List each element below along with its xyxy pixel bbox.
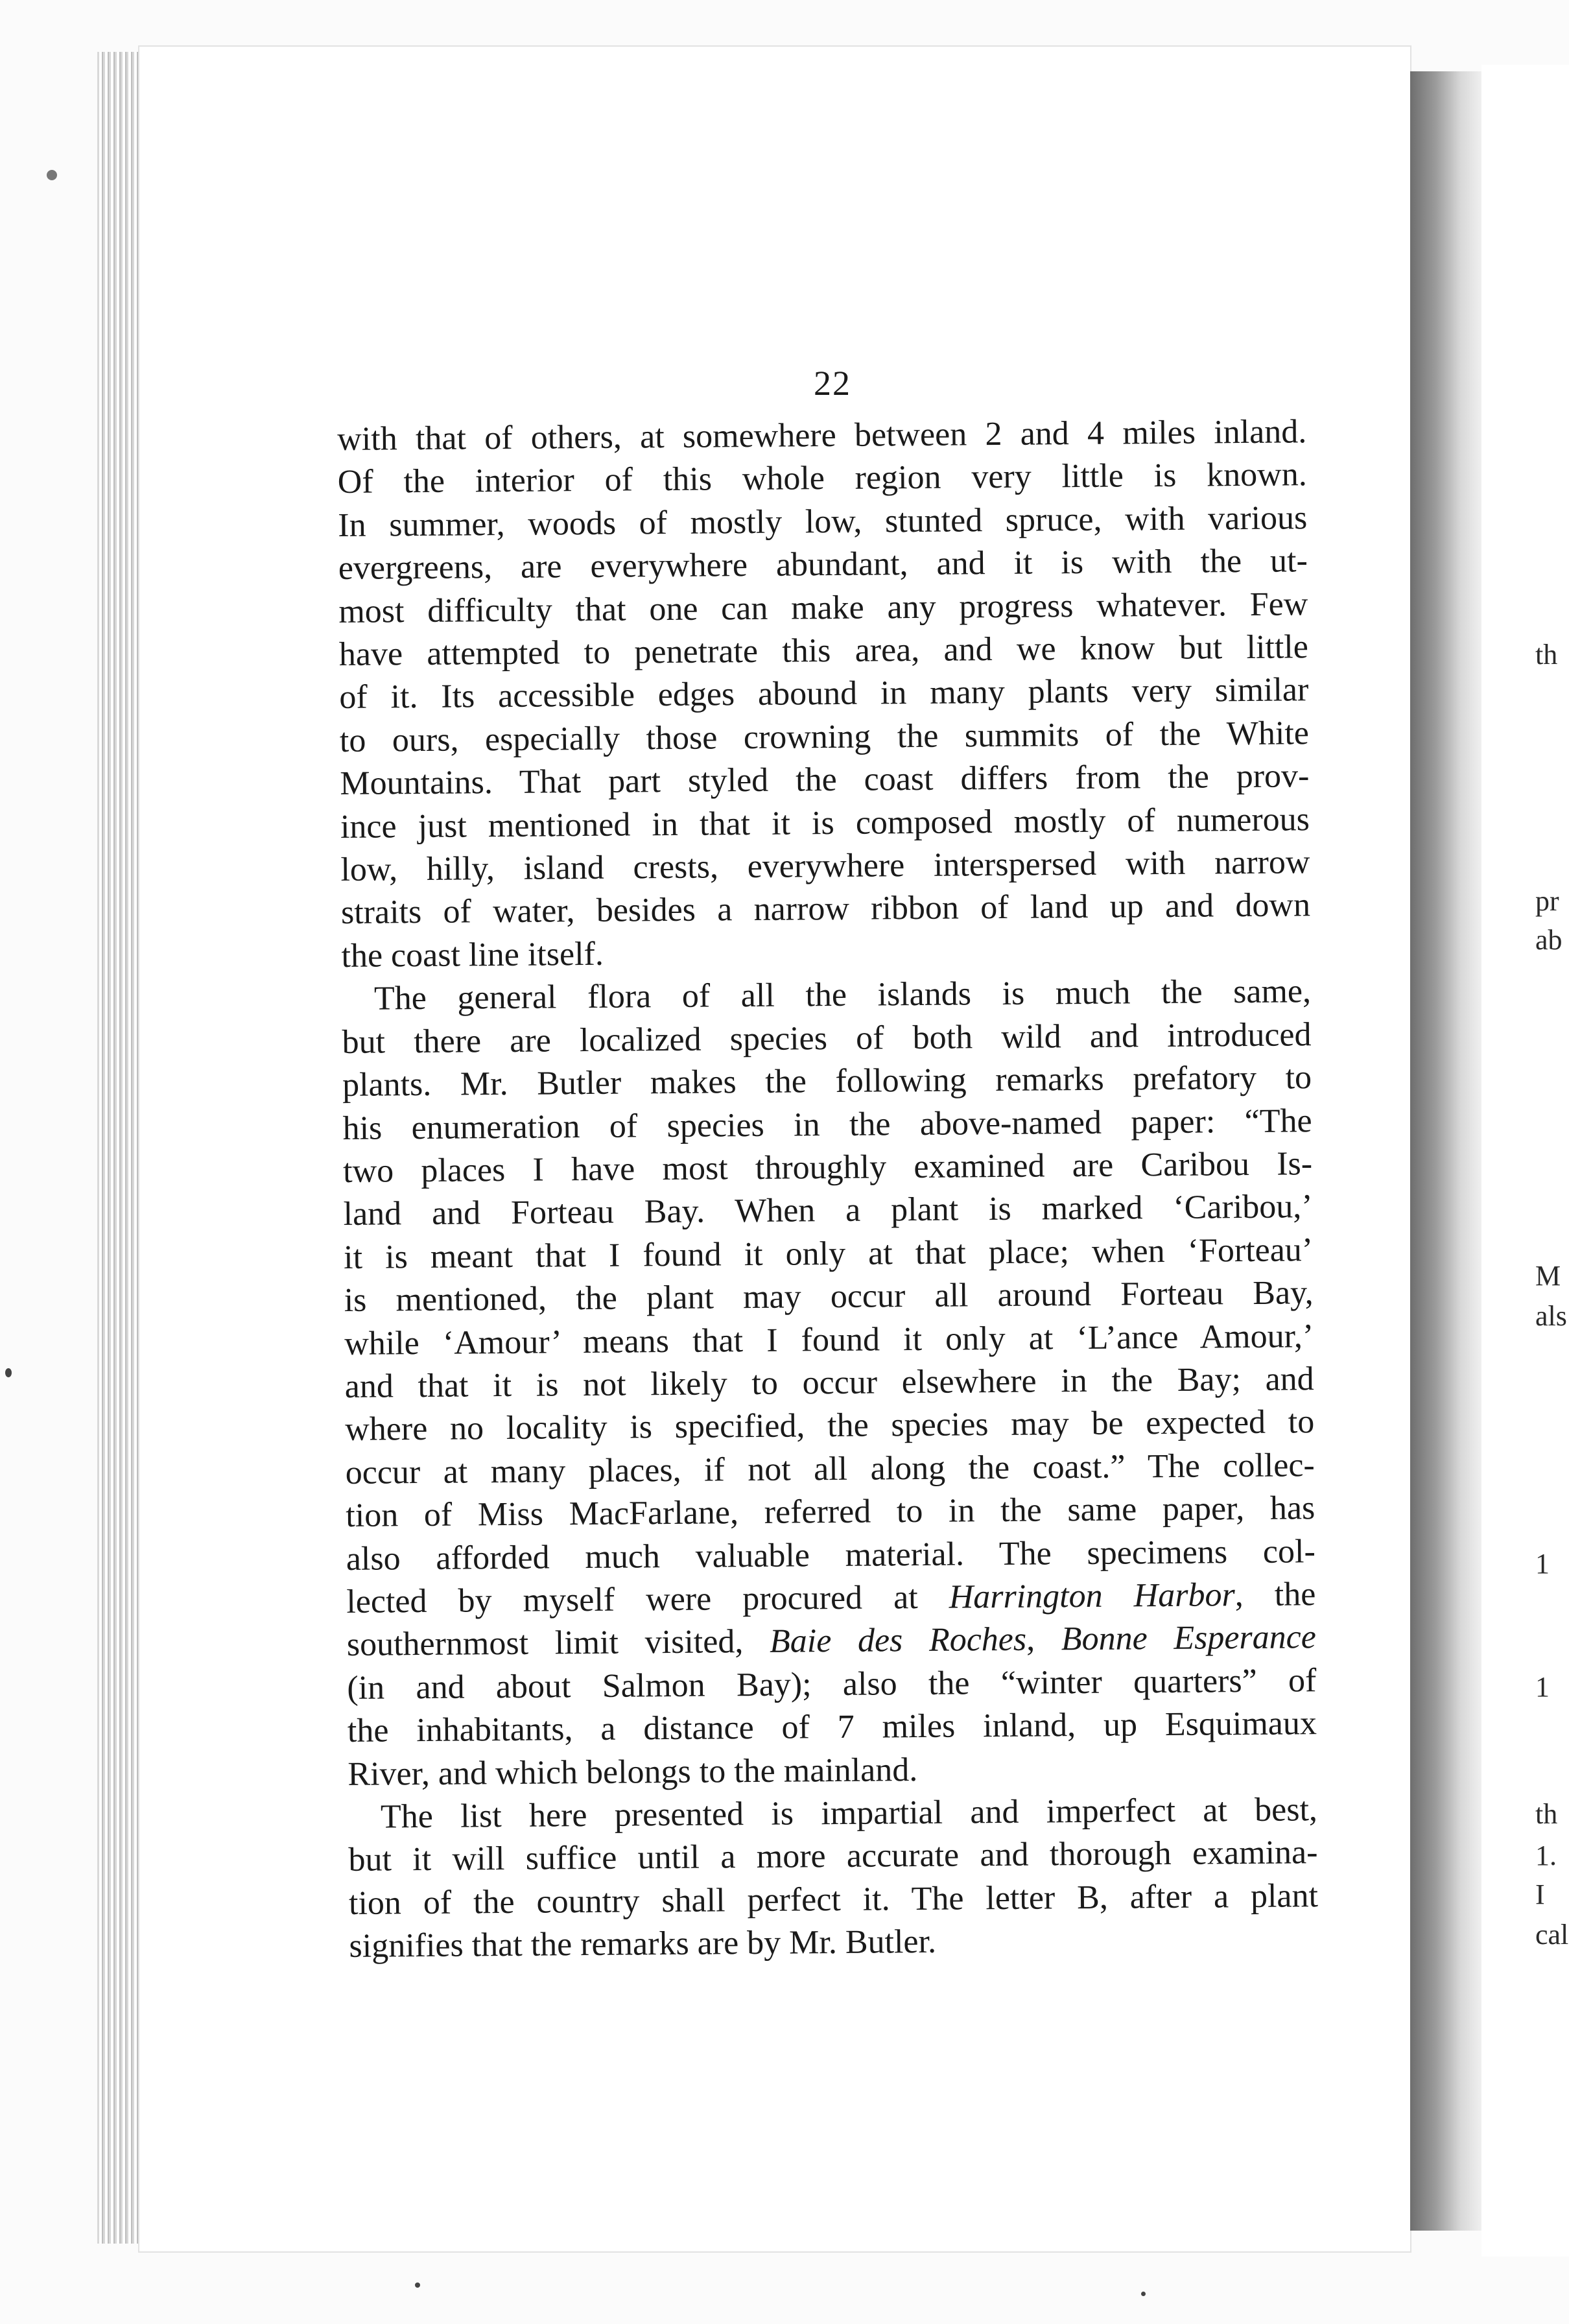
text-line: plants. Mr. Butler makes the following remarks prefatory to: [342, 1059, 1312, 1104]
text-line: his enumeration of species in the above-named paper: “The: [342, 1102, 1312, 1147]
text-line: where no locality is specified, the species may be expected to: [345, 1403, 1315, 1449]
text-segment: , the: [1234, 1576, 1316, 1614]
text-line: the inhabitants, a distance of 7 miles inland, up Esquimaux: [347, 1705, 1317, 1750]
text-line: low, hilly, island crests, everywhere interspersed with narrow: [340, 844, 1310, 889]
text-line: the coast line itself.: [341, 935, 604, 975]
book-gutter-shadow: [1410, 71, 1481, 2231]
text-line: [347, 1617, 1316, 1667]
text-line: while ‘Amour’ means that I found it only at ‘L’ance Amour,’: [344, 1317, 1314, 1362]
scan-speck: [5, 1368, 12, 1377]
text-segment: ,: [1026, 1620, 1062, 1659]
page-stack-edge: [97, 52, 143, 2244]
text-line: have attempted to penetrate this area, and we know but little: [338, 628, 1309, 674]
text-line: ince just mentioned in that it is composed mostly of numerous: [340, 800, 1310, 846]
place-name-italic: Baie des Roches: [769, 1621, 1027, 1661]
text-line: tion of Miss MacFarlane, referred to in the same paper, has: [346, 1489, 1315, 1535]
facing-page-fragment: als: [1535, 1300, 1567, 1332]
facing-page-fragment: cal: [1535, 1919, 1569, 1950]
text-line: but there are localized species of both wild and introduced: [342, 1015, 1312, 1061]
scan-speck: [1141, 2292, 1146, 2296]
text-line: also afforded much valuable material. The specimens col-: [346, 1532, 1315, 1578]
facing-page-fragment: th: [1535, 1798, 1558, 1830]
facing-page-fragment: pr: [1535, 885, 1559, 917]
text-line: with that of others, at somewhere between 2 and 4 miles inland.: [337, 413, 1307, 458]
facing-page-fragment: ab: [1535, 924, 1563, 956]
place-name-italic: Bonne Esperance: [1061, 1618, 1317, 1658]
text-line: Mountains. That part styled the coast differs from the prov-: [340, 757, 1310, 803]
scan-speck: [415, 2282, 420, 2288]
text-line: [346, 1573, 1315, 1624]
text-segment: southernmost limit visited,: [346, 1623, 770, 1664]
text-line: of it. Its accessible edges abound in many plants very similar: [339, 671, 1309, 717]
page-number: 22: [814, 364, 851, 403]
facing-page-fragment: 1: [1535, 1548, 1550, 1580]
place-name-italic: Harrington Harbor: [949, 1576, 1235, 1616]
scan-speck: [47, 170, 57, 180]
facing-page-fragment: I: [1535, 1879, 1545, 1910]
text-line: is mentioned, the plant may occur all around Forteau Bay,: [344, 1274, 1314, 1320]
text-line: straits of water, besides a narrow ribbon of land up and down: [340, 886, 1311, 932]
text-line: to ours, especially those crowning the summits of the White: [339, 715, 1310, 759]
body-text: [337, 410, 1319, 1968]
text-line: River, and which belongs to the mainland.: [348, 1751, 918, 1793]
text-line: In summer, woods of mostly low, stunted spruce, with various: [338, 499, 1308, 544]
text-segment: lected by myself were procured at: [346, 1578, 949, 1620]
text-line: and that it is not likely to occur elsewhere in the Bay; and: [344, 1360, 1314, 1405]
text-line: Of the interior of this whole region very little is known.: [337, 456, 1307, 501]
facing-page-fragment: M: [1535, 1260, 1561, 1292]
facing-page-fragment: 1.: [1535, 1840, 1557, 1871]
text-line: but it will suffice until a more accurate and thorough examina-: [348, 1834, 1318, 1879]
text-line: it is meant that I found it only at that place; when ‘Forteau’: [343, 1231, 1314, 1276]
text-line: signifies that the remarks are by Mr. Butler.: [349, 1923, 937, 1965]
text-line: (in and about Salmon Bay); also the “winter quarters” of: [347, 1661, 1317, 1707]
text-line: two places I have most throughly examined are Caribou Is-: [342, 1145, 1313, 1190]
text-line: occur at many places, if not all along the coast.” The collec-: [345, 1446, 1315, 1491]
text-line: tion of the country shall perfect it. The letter B, after a plant: [348, 1877, 1319, 1922]
text-line: land and Forteau Bay. When a plant is marked ‘Caribou,’: [343, 1188, 1313, 1233]
facing-page-fragment: 1: [1535, 1671, 1550, 1703]
text-line: evergreens, are everywhere abundant, and it is with the ut-: [338, 542, 1308, 587]
text-line: most difficulty that one can make any progress whatever. Few: [338, 585, 1308, 630]
facing-page-fragment: th: [1535, 639, 1558, 670]
text-line: The general flora of all the islands is much the same,: [373, 973, 1312, 1017]
text-line: The list here presented is impartial and imperfect at best,: [380, 1791, 1318, 1836]
